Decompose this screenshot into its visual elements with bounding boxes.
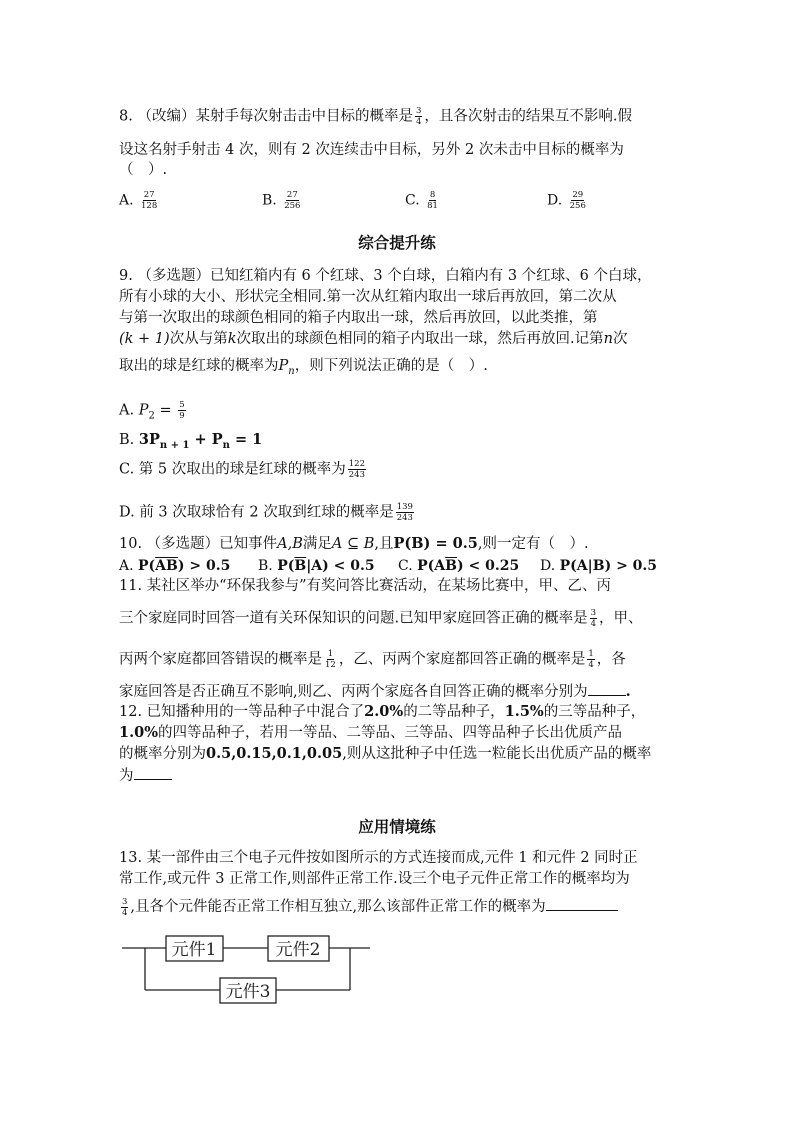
q8-option-c: C. $\frac{8}{81}$ xyxy=(405,190,438,211)
q10-option-d: D. P(A|B) > 0.5 xyxy=(540,558,658,574)
q11-line4: 家庭回答是否正确互不影响,则乙、丙两个家庭各自回答正确的概率分别为 . xyxy=(119,683,631,700)
q8-fraction: $\frac{3}{4}$ xyxy=(415,106,422,127)
component-label-1: 元件1 xyxy=(171,940,217,960)
component-label-3: 元件3 xyxy=(225,982,271,1002)
q9-line2: 所有小球的大小、形状完全相同.第一次从红箱内取出一球后再放回，第二次从 xyxy=(119,289,617,305)
q13-line2: 常工作,或元件 3 正常工作,则部件正常工作.设三个电子元件正常工作的概率均为 xyxy=(119,871,630,887)
q9-option-b: B. $3P_{n + 1} + P_n = 1$ xyxy=(119,431,263,451)
q9-line3: 与第一次取出的球颜色相同的箱子内取出一球，然后再放回，以此类推，第 xyxy=(119,310,598,326)
q8-line3: （ ）. xyxy=(119,162,168,178)
q8-option-a: A. $\frac{27}{128}$ xyxy=(119,190,158,211)
q8-option-b: B. $\frac{27}{256}$ xyxy=(262,190,301,211)
q8-option-d: D. $\frac{29}{256}$ xyxy=(547,190,586,211)
q9-line4: (k + 1)次从与第k次取出的球颜色相同的箱子内取出一球，然后再放回.记第n次 xyxy=(119,331,628,347)
q11-answer-blank[interactable] xyxy=(588,681,626,696)
q8-line1 xyxy=(119,106,632,127)
q12-line1: 12. 已知播种用的一等品种子中混合了2.0%的二等品种子，1.5%的三等品种子， xyxy=(119,703,646,720)
q12-line2: 1.0%的四等品种子，若用一等品、二等品、三等品、四等品种子长出优质产品 xyxy=(119,724,623,741)
q12-answer-blank[interactable] xyxy=(134,765,172,780)
q11-line2: 三个家庭同时回答一道有关环保知识的问题.已知甲家庭回答正确的概率是 $\frac{3}{4}$ ，甲、 xyxy=(119,608,643,629)
q10-line1: 10. （多选题）已知事件A,B满足A ⊆ B,且P(B) = 0.5,则一定有（ ）. xyxy=(119,535,589,552)
q13-line3: $\frac{3}{4}$ ,且各个元件能否正常工作相互独立,那么该部件正常工作的概率为 xyxy=(119,896,618,918)
component-label-2: 元件2 xyxy=(275,940,321,960)
q8-text: 8. （改编）某射手每次射击击中目标的概率是 xyxy=(119,108,413,125)
q8-text: ，且各次射击的结果互不影响.假 xyxy=(424,108,632,125)
q9-option-c: C. 第 5 次取出的球是红球的概率为 $\frac{122}{243}$ xyxy=(119,459,365,480)
q13-answer-blank[interactable] xyxy=(546,896,618,911)
section-heading-comprehensive: 综合提升练 xyxy=(358,234,436,252)
q11-line1: 11. 某社区举办“环保我参与”有奖问答比赛活动，在某场比赛中，甲、乙、丙 xyxy=(119,578,611,594)
q10-option-a: A. $P(\overline{AB}) > 0.5$ xyxy=(119,558,231,574)
q12-line4: 为 xyxy=(119,765,172,786)
circuit-diagram xyxy=(118,930,378,1010)
q9-line5: 取出的球是红球的概率为$P_n$，则下列说法正确的是（ ）. xyxy=(119,358,488,377)
q12-line3: 的概率分别为0.5,0.15,0.1,0.05,则从这批种子中任选一粒能长出优质产品的概率 xyxy=(119,745,652,762)
q9-option-a: A. $P_2$ = $\frac{5}{9}$ xyxy=(119,400,185,422)
section-heading-application: 应用情境练 xyxy=(358,818,436,836)
q11-line3: 丙两个家庭都回答错误的概率是 $\frac{1}{12}$ ，乙、丙两个家庭都回答正确的概率是 $\frac{1}{4}$ ，各 xyxy=(119,649,626,670)
q10-option-c: C. $P(A\overline{B}) < 0.25$ xyxy=(398,558,520,574)
q13-line1: 13. 某一部件由三个电子元件按如图所示的方式连接而成,元件 1 和元件 2 同时正 xyxy=(119,850,638,866)
q9-option-d: D. 前 3 次取球恰有 2 次取到红球的概率是 $\frac{139}{243}$ xyxy=(119,502,413,523)
q8-line2: 设这名射手射击 4 次，则有 2 次连续击中目标，另外 2 次未击中目标的概率为 xyxy=(119,142,624,158)
q10-option-b: B. $P(\overline{B}|A) < 0.5$ xyxy=(258,558,375,574)
q9-line1: 9. （多选题）已知红箱内有 6 个红球、3 个白球，白箱内有 3 个红球、6 个白球， xyxy=(119,268,652,284)
